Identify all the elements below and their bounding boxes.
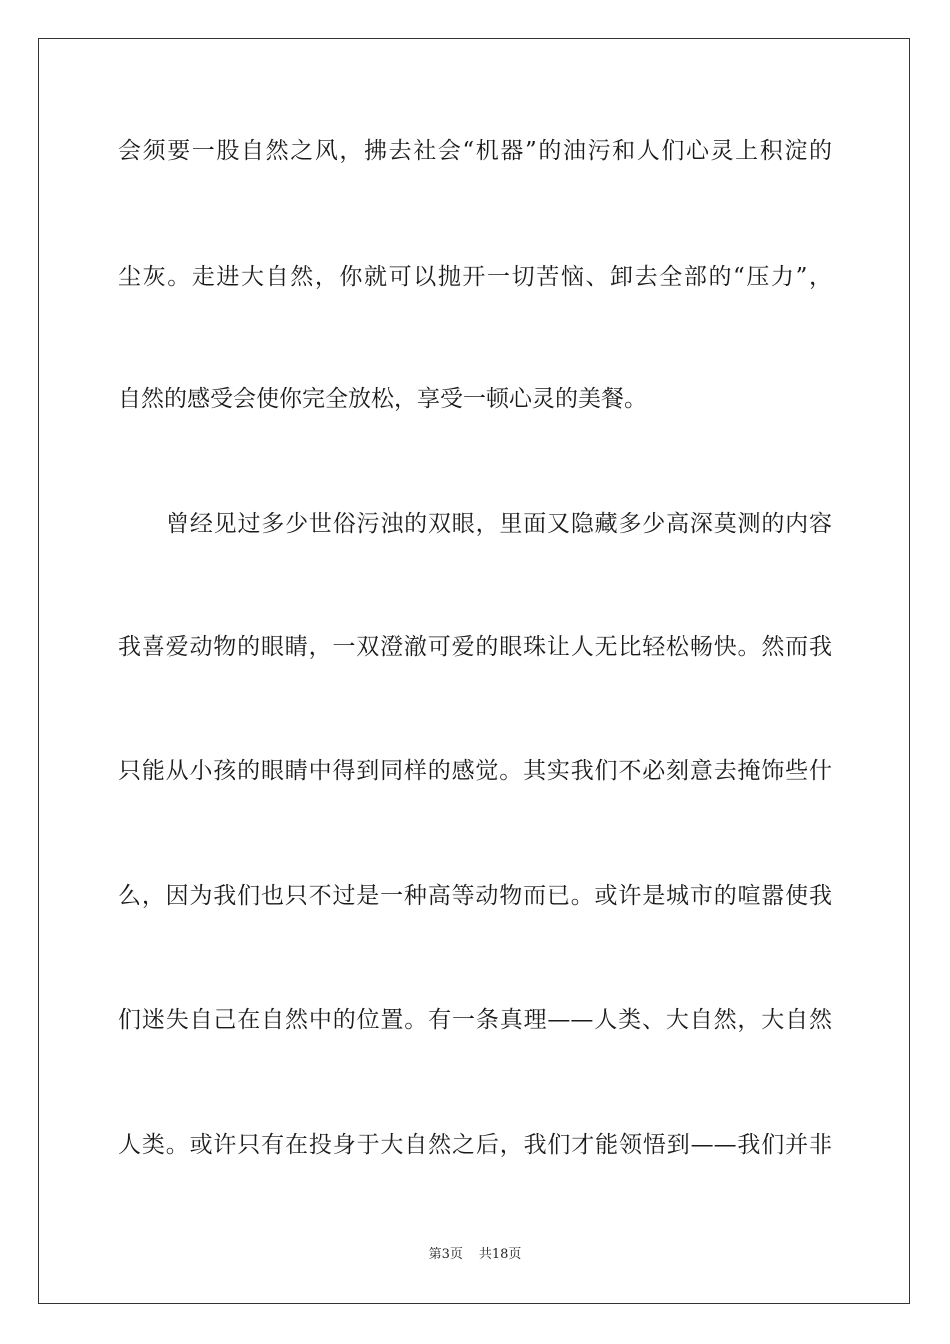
page-footer xyxy=(0,1246,950,1264)
body-text-line: 会须要一股自然之风，拂去社会“机器”的油污和人们心灵上积淀的 xyxy=(118,138,832,164)
body-text-line: 人类。或许只有在投身于大自然之后，我们才能领悟到——我们并非 xyxy=(118,1132,832,1158)
page-total: 共18页 xyxy=(478,1247,522,1262)
page-frame xyxy=(38,38,910,1304)
page-number: 第3页 xyxy=(428,1247,463,1262)
paragraph-first-line: 曾经见过多少世俗污浊的双眼，里面又隐藏多少高深莫测的内容 xyxy=(166,511,832,537)
body-text-line: 尘灰。走进大自然，你就可以抛开一切苦恼、卸去全部的“压力”， xyxy=(118,264,832,290)
body-text-line: 么，因为我们也只不过是一种高等动物而已。或许是城市的喧嚣使我 xyxy=(118,883,832,909)
body-text-line: 只能从小孩的眼睛中得到同样的感觉。其实我们不必刻意去掩饰些什 xyxy=(118,758,832,784)
body-text-line: 们迷失自己在自然中的位置。有一条真理——人类、大自然，大自然 xyxy=(118,1007,832,1033)
body-text-line: 我喜爱动物的眼睛，一双澄澈可爱的眼珠让人无比轻松畅快。然而我 xyxy=(118,634,832,660)
body-text-line: 自然的感受会使你完全放松，享受一顿心灵的美餐。 xyxy=(118,386,647,412)
